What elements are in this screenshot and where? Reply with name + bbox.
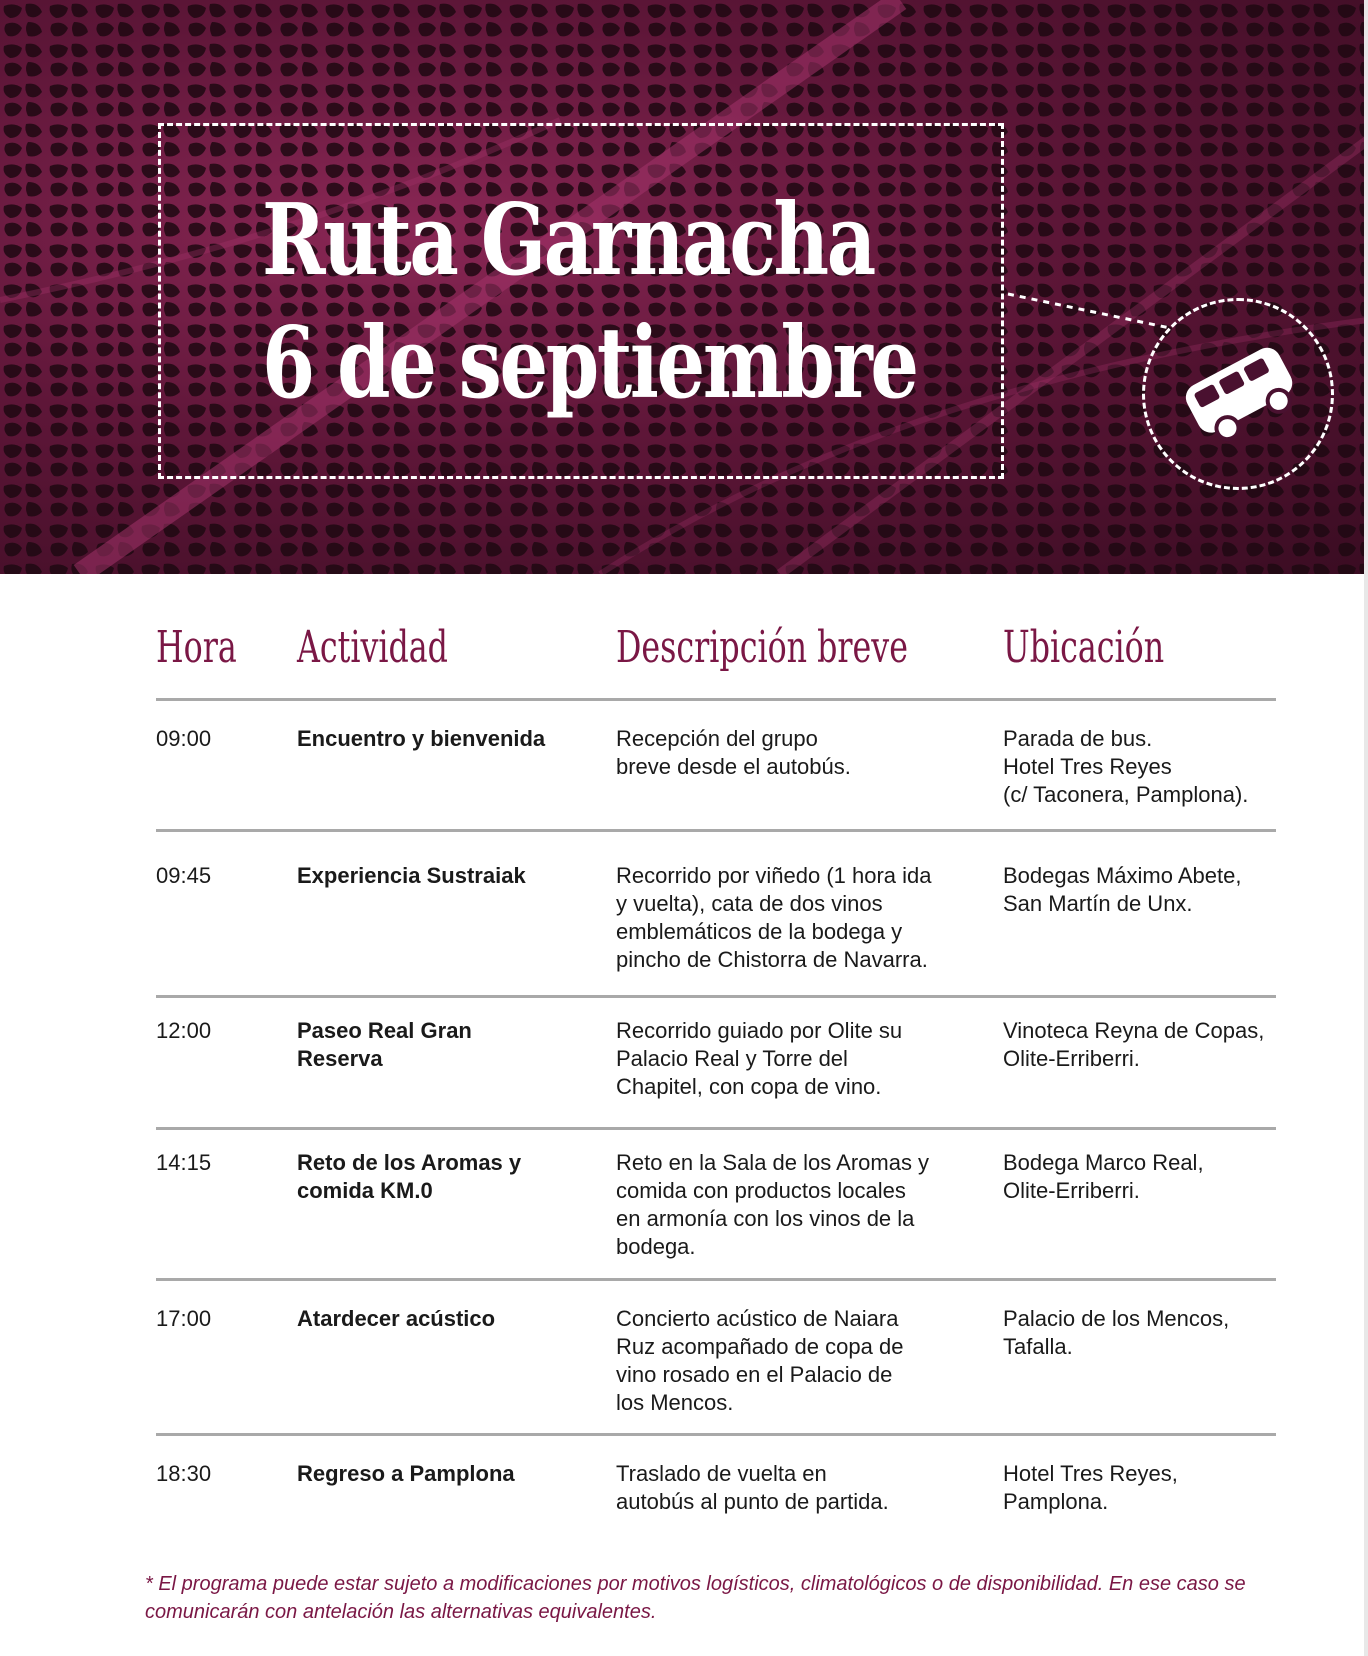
row-6-actividad: Regreso a Pamplona (297, 1461, 515, 1486)
row-4-hora: 14:15 (156, 1150, 212, 1175)
row-6-ubicacion: Hotel Tres Reyes, Pamplona. (1003, 1461, 1178, 1514)
title-dashed-frame (158, 123, 1004, 479)
hero-banner (0, 0, 1368, 574)
row-rule (156, 1127, 1276, 1130)
row-4-ubicacion: Bodega Marco Real, Olite-Erriberri. (1003, 1150, 1204, 1203)
page-edge (1364, 0, 1368, 1656)
column-header-actividad: Actividad (297, 622, 448, 673)
row-4-actividad: Reto de los Aromas y comida KM.0 (297, 1150, 522, 1203)
column-header-descripcion: Descripción breve (616, 622, 908, 673)
row-5-hora: 17:00 (156, 1306, 212, 1331)
row-6-descripcion: Traslado de vuelta en autobús al punto de partida. (616, 1461, 889, 1514)
row-rule (156, 1278, 1276, 1281)
row-6-hora: 18:30 (156, 1461, 212, 1486)
header-rule (156, 698, 1276, 701)
page-date: 6 de septiembre (262, 306, 917, 421)
row-2-ubicacion: Bodegas Máximo Abete, San Martín de Unx. (1003, 863, 1242, 916)
row-3-descripcion: Recorrido guiado por Olite su Palacio Real y Torre del Chapitel, con copa de vino. (616, 1018, 903, 1099)
page-title: Ruta Garnacha (262, 183, 874, 298)
footnote: * El programa puede estar sujeto a modificaciones por motivos logísticos, climatológicos o de disponibilidad. En ese caso se comunicarán con antelación las alternativas equivalentes. (145, 1573, 1246, 1623)
row-rule (156, 1433, 1276, 1436)
row-3-hora: 12:00 (156, 1018, 212, 1043)
row-3-ubicacion: Vinoteca Reyna de Copas, Olite-Erriberri. (1003, 1018, 1265, 1071)
row-1-descripcion: Recepción del grupo breve desde el autobús. (616, 726, 851, 779)
row-2-descripcion: Recorrido por viñedo (1 hora ida y vuelta), cata de dos vinos emblemáticos de la bodega y pincho de Chistorra de Navarra. (616, 863, 932, 972)
row-1-ubicacion: Parada de bus. Hotel Tres Reyes (c/ Taconera, Pamplona). (1003, 726, 1249, 807)
column-header-ubicacion: Ubicación (1003, 622, 1165, 673)
row-3-actividad: Paseo Real Gran Reserva (297, 1018, 472, 1071)
row-rule (156, 829, 1276, 832)
row-5-descripcion: Concierto acústico de Naiara Ruz acompañado de copa de vino rosado en el Palacio de los Mencos. (616, 1306, 904, 1415)
bus-icon (1178, 336, 1302, 448)
column-header-hora: Hora (156, 622, 237, 673)
row-rule (156, 995, 1276, 998)
row-1-hora: 09:00 (156, 726, 212, 751)
row-4-descripcion: Reto en la Sala de los Aromas y comida con productos locales en armonía con los vinos de la bodega. (616, 1150, 930, 1259)
row-2-actividad: Experiencia Sustraiak (297, 863, 526, 888)
row-5-ubicacion: Palacio de los Mencos, Tafalla. (1003, 1306, 1230, 1359)
row-5-actividad: Atardecer acústico (297, 1306, 496, 1331)
row-2-hora: 09:45 (156, 863, 212, 888)
row-1-actividad: Encuentro y bienvenida (297, 726, 546, 751)
